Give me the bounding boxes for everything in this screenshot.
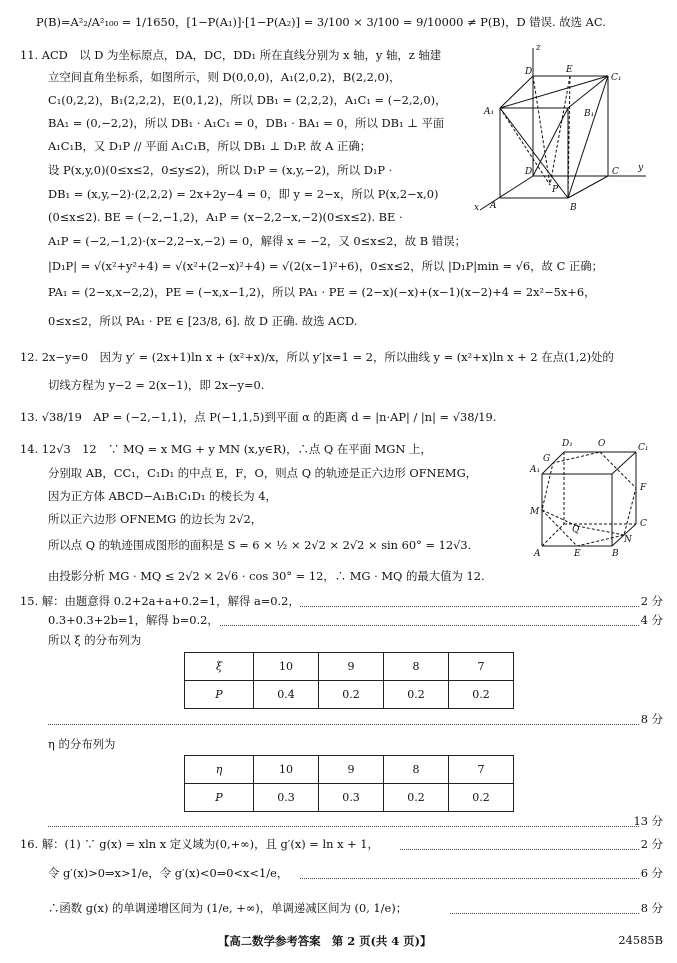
- table-cell: η: [185, 756, 254, 784]
- prob11-line-8: (0≤x≤2). BE = (−2,−1,2)，A₁P = (x−2,2−x,−2)(0≤x≤2). BE ·: [48, 210, 403, 224]
- table-row: [185, 784, 514, 812]
- table-cell: 10: [254, 653, 319, 681]
- prob15-line-3: 所以 ξ 的分布列为: [48, 633, 142, 647]
- cube-hexagon-figure: [528, 434, 658, 559]
- prob16-line-3: ∴函数 g(x) 的单调递增区间为 (1/e, +∞)，单调递减区间为 (0, 1/e)；: [48, 901, 408, 915]
- table-row: [185, 681, 514, 709]
- prob14-line-4: 所以正六边形 OFNEMG 的边长为 2√2，: [48, 512, 263, 526]
- score-label: 2 分: [640, 594, 663, 608]
- prob11-line-3: C₁(0,2,2)，B₁(2,2,2)，E(0,1,2)，所以 DB₁ = (2,2,2)，A₁C₁ = (−2,2,0)，: [48, 93, 447, 107]
- cube-coordinate-figure: [470, 40, 650, 220]
- prob11-line-1: 11. ACD 以 D 为坐标原点，DA，DC，DD₁ 所在直线分别为 x 轴，y 轴，z 轴建: [20, 48, 442, 62]
- score-label: 8 分: [640, 901, 663, 915]
- dashed-line: [542, 510, 577, 526]
- figure-label: A₁: [530, 465, 541, 475]
- figure-label: D: [525, 67, 533, 77]
- figure-label: x: [474, 203, 480, 213]
- leader-dots: [300, 878, 639, 879]
- score-label: 4 分: [640, 613, 663, 627]
- table-cell: 9: [319, 653, 384, 681]
- prob15-line-2: 0.3+0.3+2b=1，解得 b=0.2，: [48, 613, 219, 627]
- figure-label: C: [640, 519, 647, 529]
- table-cell: 8: [384, 653, 449, 681]
- figure-label: C₁: [638, 443, 649, 453]
- prob15-line-4: η 的分布列为: [48, 737, 116, 751]
- prob11-line-9: A₁P = (−2,−1,2)·(x−2,2−x,−2) = 0，解得 x = −2，又 0≤x≤2，故 B 错误；: [48, 234, 466, 248]
- leader-dots: [300, 606, 639, 607]
- xi-distribution-table: [184, 652, 514, 709]
- prob16-line-1: 16. 解：(1) ∵ g(x) = xln x 定义域为(0,+∞)，且 g′(x) = ln x + 1，: [20, 837, 379, 851]
- figure-label: B: [612, 549, 619, 559]
- leader-dots: [48, 826, 639, 827]
- prob11-line-5: A₁C₁B，又 D₁P // 平面 A₁C₁B，所以 DB₁ ⊥ D₁P. 故 A 正确；: [48, 139, 372, 153]
- score-label: 13 分: [633, 814, 663, 828]
- leader-dots: [400, 849, 639, 850]
- prob11-line-2: 立空间直角坐标系，如图所示，则 D(0,0,0)，A₁(2,0,2)，B(2,2,0)，: [48, 70, 401, 84]
- prob11-line-4: BA₁ = (0,−2,2)，所以 DB₁ · A₁C₁ = 0，DB₁ · BA₁ = 0，所以 DB₁ ⊥ 平面: [48, 116, 445, 130]
- table-cell: 9: [319, 756, 384, 784]
- table-cell: 0.3: [254, 784, 319, 812]
- figure-label: A: [490, 201, 497, 211]
- leader-dots: [48, 724, 639, 725]
- table-cell: 8: [384, 756, 449, 784]
- prob10-conclusion-line: P(B)=A²₂/A²₁₀₀ = 1/1650，[1−P(A₁)]·[1−P(A₂)] = 3/100 × 3/100 = 9/10000 ≠ P(B)，D 错误. 故选 AC.: [36, 15, 606, 29]
- score-label: 6 分: [640, 866, 663, 880]
- score-label: 8 分: [640, 712, 663, 726]
- footer-title: 【高二数学参考答案 第 2 页(共 4 页)】: [218, 934, 432, 948]
- figure-label: N: [624, 535, 632, 545]
- score-label: 2 分: [640, 837, 663, 851]
- hexagon-outline: [542, 452, 636, 546]
- prob14-line-2: 分别取 AB，CC₁，C₁D₁ 的中点 E，F，O，则点 Q 的轨迹是正六边形 OFNEMG，: [48, 466, 478, 480]
- dashed-line: [533, 76, 550, 185]
- dashed-line: [577, 526, 624, 535]
- table-cell: 0.2: [384, 681, 449, 709]
- table-row: [185, 756, 514, 784]
- prob14-line-6: 由投影分析 MG · MQ ≤ 2√2 × 2√6 · cos 30° = 12，∴ MG · MQ 的最大值为 12.: [48, 569, 485, 583]
- prob15-line-1: 15. 解：由题意得 0.2+2a+a+0.2=1，解得 a=0.2，: [20, 594, 300, 608]
- figure-label: O: [598, 439, 606, 449]
- table-cell: 7: [449, 653, 514, 681]
- figure-label: G: [543, 454, 551, 464]
- prob14-line-3: 因为正方体 ABCD−A₁B₁C₁D₁ 的棱长为 4，: [48, 489, 277, 503]
- table-cell: 10: [254, 756, 319, 784]
- table-cell: 0.2: [384, 784, 449, 812]
- figure-label: A₁: [484, 107, 495, 117]
- figure-label: z: [536, 43, 541, 53]
- figure-label: C₁: [611, 73, 622, 83]
- eta-distribution-table: [184, 755, 514, 812]
- prob11-line-7: DB₁ = (x,y,−2)·(2,2,2) = 2x+2y−4 = 0，即 y = 2−x，所以 P(x,2−x,0): [48, 187, 439, 201]
- table-row: [185, 653, 514, 681]
- figure-label: D₁: [562, 439, 573, 449]
- figure-label: A: [534, 549, 541, 559]
- table-cell: 7: [449, 756, 514, 784]
- table-cell: 0.2: [449, 784, 514, 812]
- figure-label: M: [530, 507, 540, 517]
- prob13-line: 13. √38/19 AP = (−2,−1,1)，点 P(−1,1,5)到平面 α 的距离 d = |n·AP| / |n| = √38/19.: [20, 410, 497, 424]
- footer-code: 24585B: [618, 933, 663, 947]
- figure-label: B: [570, 203, 577, 213]
- figure-label: B₁: [584, 109, 595, 119]
- prob14-line-5: 所以点 Q 的轨迹围成图形的面积是 S = 6 × ½ × 2√2 × 2√2 × sin 60° = 12√3.: [48, 538, 472, 552]
- table-cell: P: [185, 681, 254, 709]
- table-cell: 0.4: [254, 681, 319, 709]
- prob11-line-11: PA₁ = (2−x,x−2,2)，PE = (−x,x−1,2)，所以 PA₁ · PE = (2−x)(−x)+(x−1)(x−2)+4 = 2x²−5x+6，: [48, 285, 596, 299]
- figure-label: y: [638, 163, 644, 173]
- prob11-line-12: 0≤x≤2，所以 PA₁ · PE ∈ [23/8, 6]. 故 D 正确. 故选 ACD.: [48, 314, 358, 328]
- prob11-line-6: 设 P(x,y,0)(0≤x≤2，0≤y≤2)，所以 D₁P = (x,y,−2)，所以 D₁P ·: [48, 163, 393, 177]
- cube-edge: [568, 76, 608, 108]
- figure-label: E: [574, 549, 581, 559]
- table-cell: 0.2: [449, 681, 514, 709]
- table-cell: 0.2: [319, 681, 384, 709]
- dashed-line: [542, 524, 564, 546]
- figure-label: C: [612, 167, 619, 177]
- figure-label: F: [640, 483, 647, 493]
- cube-edge: [612, 452, 636, 474]
- figure-label: E: [566, 65, 573, 75]
- prob14-line-1: 14. 12√3 12 ∵ MQ = x MG + y MN (x,y∈R)，∴点 Q 在平面 MGN 上，: [20, 442, 432, 456]
- figure-label: Q: [572, 525, 580, 535]
- table-cell: P: [185, 784, 254, 812]
- figure-label: D: [525, 167, 533, 177]
- figure-label: P: [552, 185, 559, 195]
- prob11-line-10: |D₁P| = √(x²+y²+4) = √(x²+(2−x)²+4) = √(2(x−1)²+6)，0≤x≤2，所以 |D₁P|min = √6，故 C 正确；: [48, 259, 604, 273]
- prob12-line-1: 12. 2x−y=0 因为 y′ = (2x+1)ln x + (x²+x)/x，所以 y′|x=1 = 2，所以曲线 y = (x²+x)ln x + 2 在点(1,2)处的: [20, 350, 614, 364]
- x-axis-line: [480, 176, 533, 210]
- table-cell: ξ: [185, 653, 254, 681]
- prob16-line-2: 令 g′(x)>0⇒x>1/e，令 g′(x)<0⇒0<x<1/e，: [48, 866, 289, 880]
- prob12-line-2: 切线方程为 y−2 = 2(x−1)，即 2x−y=0.: [48, 378, 265, 392]
- leader-dots: [220, 625, 639, 626]
- table-cell: 0.3: [319, 784, 384, 812]
- leader-dots: [450, 913, 639, 914]
